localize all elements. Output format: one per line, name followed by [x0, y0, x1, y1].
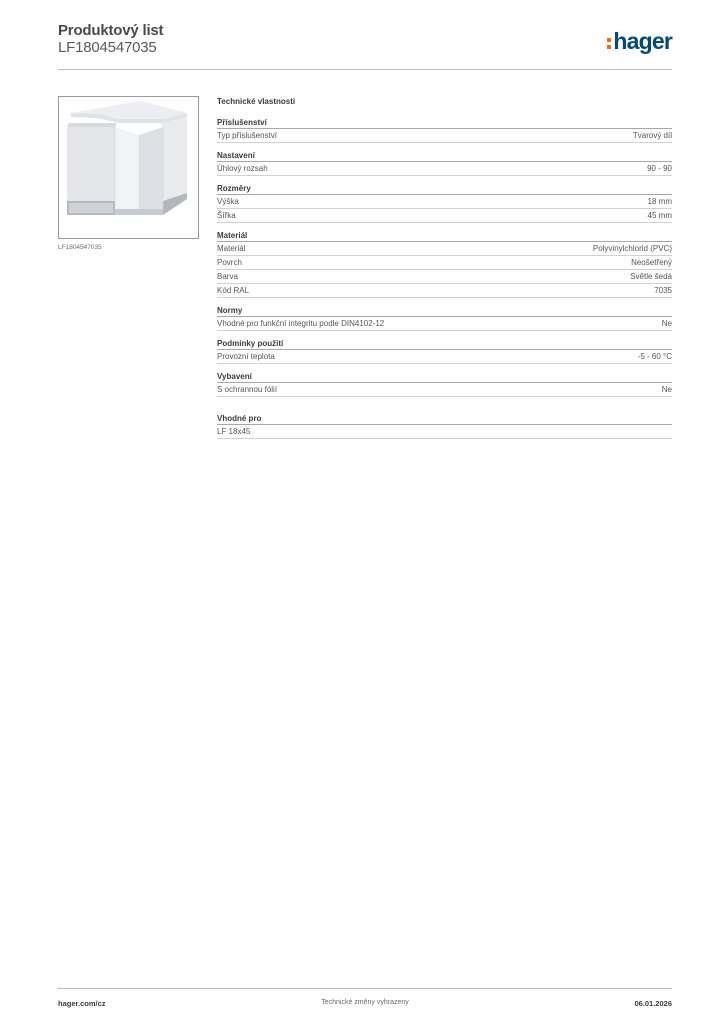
section-title: Vybavení [217, 371, 672, 383]
spec-value: -5 - 60 °C [637, 352, 672, 361]
section-title: Příslušenství [217, 117, 672, 129]
spec-row [217, 317, 672, 331]
spec-value: 18 mm [647, 197, 672, 206]
spec-value: Ne [661, 385, 672, 394]
product-image-illustration [59, 97, 198, 238]
section-dimensions [217, 183, 672, 223]
section-operating-conditions [217, 338, 672, 364]
spec-value: Polyvinylchlorid (PVC) [592, 244, 672, 253]
spec-label: Výška [217, 197, 239, 206]
spec-row [217, 162, 672, 176]
spec-row [217, 425, 672, 439]
footer-website-link[interactable]: hager.com/cz [58, 999, 106, 1008]
page-footer [58, 988, 672, 1012]
spec-row [217, 209, 672, 223]
spec-label: Materiál [217, 244, 246, 253]
spec-value: Světle šedá [630, 272, 672, 281]
section-title: Vhodné pro [217, 413, 672, 425]
footer-disclaimer: Technické změny vyhrazeny [321, 999, 409, 1006]
spec-value: 45 mm [647, 211, 672, 220]
product-code: LF1804547035 [58, 39, 157, 56]
spec-label: Provozní teplota [217, 352, 275, 361]
document-title: Produktový list [58, 22, 164, 39]
spec-label: Typ příslušenství [217, 131, 278, 140]
section-settings [217, 150, 672, 176]
spec-label: Vhodné pro funkční integritu podle DIN4102-12 [217, 319, 385, 328]
spec-label: Šířka [217, 211, 236, 220]
spec-label: Barva [217, 272, 238, 281]
section-title: Nastavení [217, 150, 672, 162]
technical-specifications [217, 96, 672, 446]
spec-label: Kód RAL [217, 286, 250, 295]
image-caption: LF1804547035 [58, 244, 102, 251]
spec-value: Neošetřený [631, 258, 672, 267]
hager-logo [607, 28, 672, 54]
spec-label: Úhlový rozsah [217, 164, 268, 173]
spec-row [217, 284, 672, 298]
specs-title: Technické vlastnosti [217, 97, 296, 106]
section-suitable-for [217, 413, 672, 439]
spec-label: LF 18x45 [217, 427, 251, 436]
section-title: Materiál [217, 230, 672, 242]
spec-label: Povrch [217, 258, 242, 267]
spec-value: 7035 [654, 286, 672, 295]
spec-label: S ochrannou fólií [217, 385, 278, 394]
section-equipment [217, 371, 672, 397]
section-title: Normy [217, 305, 672, 317]
product-image [58, 96, 199, 239]
spec-row [217, 129, 672, 143]
spec-value: Tvarový díl [632, 131, 672, 140]
section-title: Podmínky použití [217, 338, 672, 350]
section-material [217, 230, 672, 298]
footer-date: 06.01.2026 [634, 999, 672, 1008]
page-header [58, 22, 672, 70]
spec-value: Ne [661, 319, 672, 328]
section-standards [217, 305, 672, 331]
section-accessories [217, 117, 672, 143]
section-title: Rozměry [217, 183, 672, 195]
spec-row [217, 270, 672, 284]
spec-row [217, 350, 672, 364]
logo-text: hager [613, 28, 672, 54]
spec-row [217, 256, 672, 270]
spec-row [217, 242, 672, 256]
spec-row [217, 383, 672, 397]
spec-row [217, 195, 672, 209]
logo-dots-icon [607, 36, 612, 51]
spec-value: 90 - 90 [647, 164, 672, 173]
